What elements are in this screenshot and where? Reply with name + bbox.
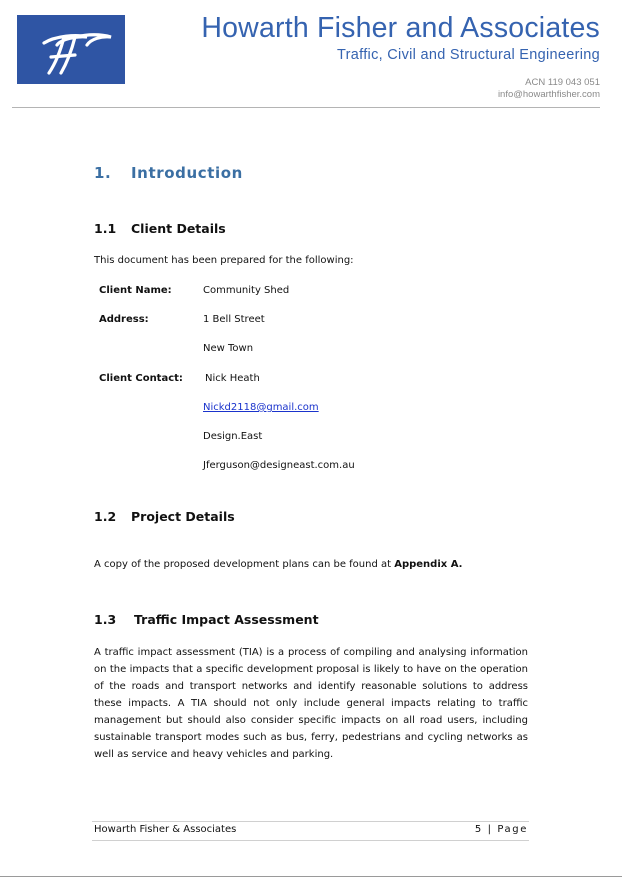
company-name: Howarth Fisher and Associates [201, 12, 600, 44]
client-name-value: Community Shed [203, 285, 290, 296]
client-name-label: Client Name: [99, 285, 172, 296]
subsection-title: Client Details [131, 221, 226, 236]
client-contact-name: Nick Heath [205, 373, 260, 384]
company-heading [201, 11, 600, 63]
address-line-1: 1 Bell Street [203, 314, 265, 325]
section-title: Introduction [131, 164, 243, 182]
subsection-heading-client-details [94, 221, 226, 236]
subsection-title: Project Details [131, 509, 235, 524]
company-tagline: Traffic, Civil and Structural Engineering [337, 47, 600, 63]
project-details-text [94, 559, 462, 570]
client-email-link[interactable]: Nickd2118@gmail.com [203, 402, 319, 413]
client-contact-label: Client Contact: [99, 373, 183, 384]
subsection-heading-project-details [94, 509, 235, 524]
client-intro: This document has been prepared for the following: [94, 255, 354, 266]
subsection-number: 1.1 [94, 221, 117, 236]
company-contact [498, 77, 600, 100]
subsection-number: 1.3 [94, 612, 117, 627]
footer-page-number: 5 | Page [474, 824, 528, 835]
designer-name: Design.East [203, 431, 263, 442]
section-number: 1. [94, 164, 112, 182]
subsection-heading-tia [94, 612, 319, 627]
company-email: info@howarthfisher.com [497, 88, 600, 100]
client-contact-email [203, 402, 319, 413]
footer-top-rule [92, 821, 529, 822]
tia-paragraph: A traffic impact assessment (TIA) is a process of compiling and analysing information on the impacts that a specific development proposal is likely to have on the operation of the roads and transport networks and identify reasonable solutions to address these impacts. A TIA should not only include general impacts relating to traffic management but should also consider specific impacts on all road users, including sustainable transport modes such as bus, ferry, pedestrians and cycling networks as well as service and heavy vehicles and parking. [94, 647, 528, 760]
company-acn: ACN 119 043 051 [525, 77, 600, 88]
designer-email: Jferguson@designeast.com.au [203, 460, 355, 471]
address-line-2: New Town [203, 343, 254, 354]
subsection-number: 1.2 [94, 509, 117, 524]
page-edge [0, 876, 622, 877]
footer-bottom-rule [92, 840, 529, 841]
footer-company: Howarth Fisher & Associates [94, 824, 237, 835]
subsection-title: Traffic Impact Assessment [134, 612, 319, 627]
appendix-reference: Appendix A. [394, 559, 463, 570]
project-details-sentence: A copy of the proposed development plans can be found at [94, 559, 395, 570]
company-logo [17, 15, 125, 84]
address-label: Address: [99, 314, 149, 325]
header-divider [12, 107, 600, 108]
section-heading-introduction [94, 164, 243, 182]
